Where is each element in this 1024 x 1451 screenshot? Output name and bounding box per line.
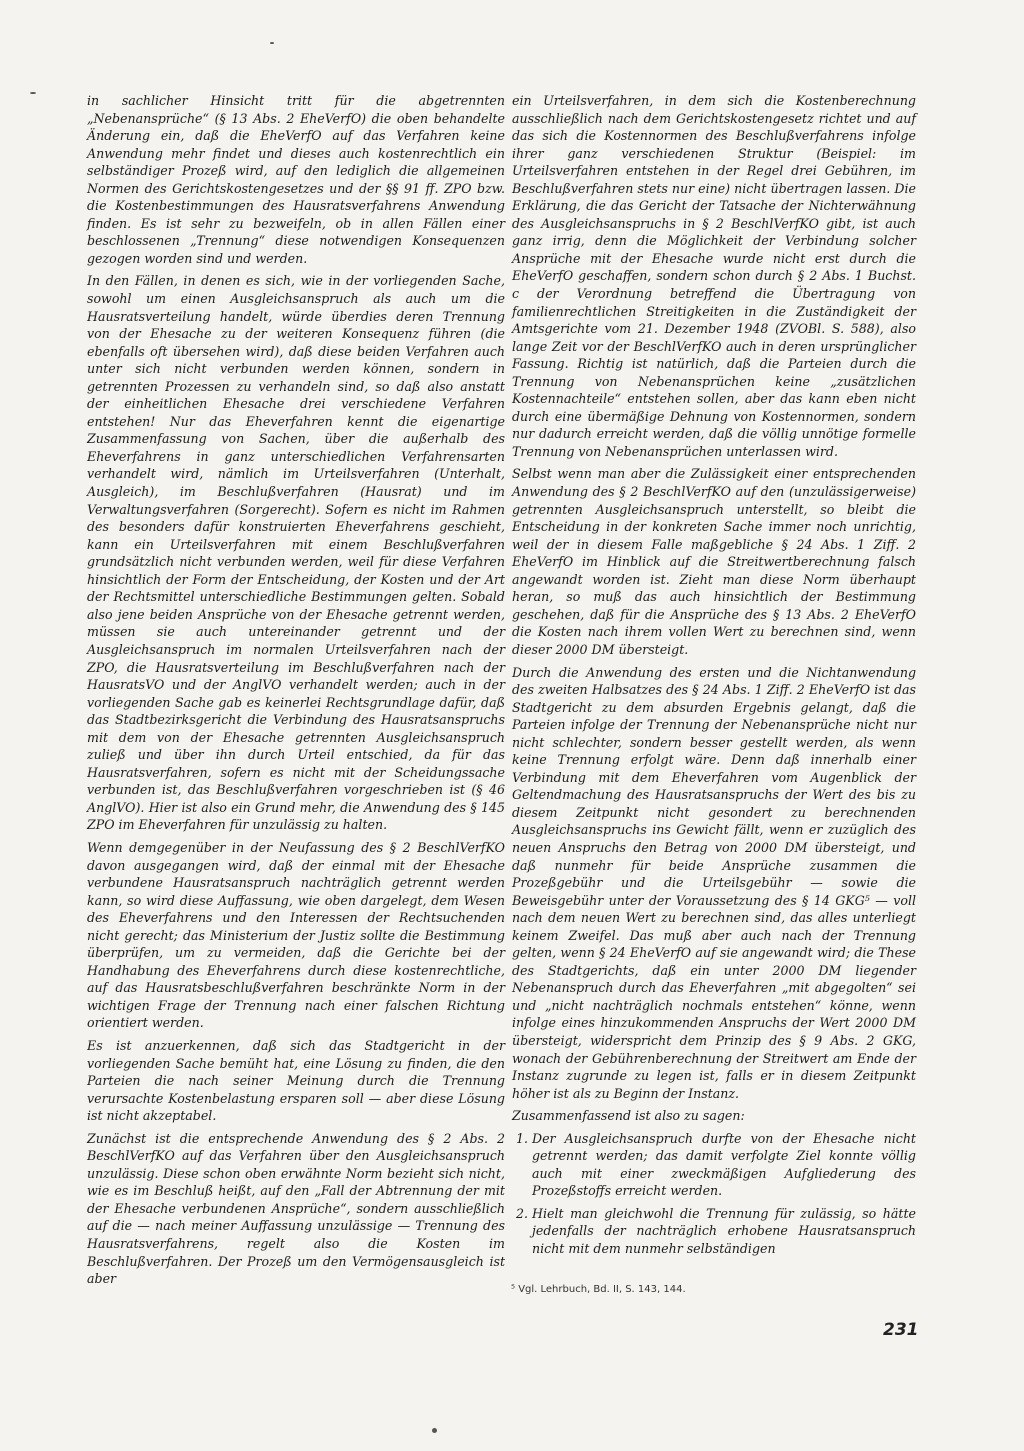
right-column <box>512 92 916 1263</box>
footnote: ⁵ Vgl. Lehrbuch, Bd. II, S. 143, 144. <box>511 1284 686 1295</box>
scan-speck <box>432 1428 437 1433</box>
left-column <box>87 92 505 1293</box>
paragraph: in sachlicher Hinsicht tritt für die abgetrennten „Nebenansprüche“ (§ 13 Abs. 2 EheVerfO) die oben behandelte Änderung ein, daß die EheVerfO auf das Verfahren keine Anwendung mehr findet und dieses auch kostenrechtlich ein selbständiger Prozeß wird, auf den lediglich die allgemeinen Normen des Gerichtskostengesetzes und der §§ 91 ff. ZPO bzw. die Kostenbestimmungen des Hausratsverfahrens Anwendung finden. Es ist sehr zu bezweifeln, ob in allen Fällen einer beschlossenen „Trennung“ diese notwendigen Konsequenzen gezogen worden sind und werden. <box>87 93 505 266</box>
page-number: 231 <box>883 1320 919 1340</box>
paragraph: Zunächst ist die entsprechende Anwendung des § 2 Abs. 2 BeschlVerfKO auf das Verfahren über den Ausgleichsanspruch unzulässig. Diese schon oben erwähnte Norm bezieht sich nicht, wie es im Beschluß heißt, auf den „Fall der Abtrennung der mit der Ehesache verbundenen Ansprüche“, sondern ausschließlich auf die — nach meiner Auffassung unzulässige — Trennung des Hausratsverfahrens, regelt also die Kosten im Beschlußverfahren. Der Prozeß um den Vermögensausgleich ist aber <box>87 1130 505 1287</box>
paragraph: Es ist anzuerkennen, daß sich das Stadtgericht in der vorliegenden Sache bemüht hat, eine Lösung zu finden, die den Parteien die nach seiner Meinung durch die Trennung verursachte Kostenbelastung ersparen soll — aber diese Lösung ist nicht akzeptabel. <box>87 1037 505 1124</box>
paragraph: Zusammenfassend ist also zu sagen: <box>512 1108 745 1124</box>
paragraph: Selbst wenn man aber die Zulässigkeit einer entsprechenden Anwendung des § 2 BeschlVerfKO auf den (unzulässigerweise) getrennten Ausgleichsanspruch unterstellt, so bleibt die Entscheidung in der konkreten Sache immer noch unrichtig, weil der in diesem Falle maßgebliche § 24 Abs. 1 Ziff. 2 EheVerfO im Hinblick auf die Streitwertberechnung falsch angewandt worden ist. Zieht man diese Norm überhaupt heran, so muß das auch hinsichtlich der Bestimmung geschehen, daß für die Ansprüche des § 13 Abs. 2 EheVerfO die Kosten nach ihrem vollen Wert zu berechnen sind, wenn dieser 2000 DM übersteigt. <box>512 466 916 657</box>
paragraph: ein Urteilsverfahren, in dem sich die Kostenberechnung ausschließlich nach dem Gerichtskostengesetz richtet und auf das sich die Kostennormen des Beschlußverfahrens infolge ihrer ganz verschiedenen Struktur (Beispiel: im Urteilsverfahren entstehen in der Regel drei Gebühren, im Beschlußverfahren stets nur eine) nicht übertragen lassen. Die Erklärung, die das Gericht der Tatsache der Nichterwähnung des Ausgleichsanspruchs in § 2 BeschlVerfKO gibt, ist auch ganz irrig, denn die Möglichkeit der Verbindung solcher Ansprüche mit der Ehesache wurde nicht erst durch die EheVerfO geschaffen, sondern schon durch § 2 Abs. 1 Buchst. c der Verordnung betreffend die Übertragung von familienrechtlichen Streitigkeiten in die Zuständigkeit der Amtsgerichte vom 21. Dezember 1948 (ZVOBl. S. 588), also lange Zeit vor der BeschlVerfKO auch in deren ursprünglicher Fassung. Richtig ist natürlich, daß die Parteien durch die Trennung von Nebenansprüchen keine „zusätzlichen Kostennachteile“ entstehen sollen, aber das kann eben nicht durch eine übermäßige Dehnung von Kostennormen, sondern nur dadurch erreicht werden, daß die völlig unnötige formelle Trennung von Nebenansprüchen unterlassen wird. <box>512 93 916 459</box>
paragraph: In den Fällen, in denen es sich, wie in der vorliegenden Sache, sowohl um einen Ausgleichsanspruch als auch um die Hausratsverteilung handelt, würde überdies deren Trennung von der Ehesache zu der weiteren Konsequenz führen (die ebenfalls oft übersehen wird), daß diese beiden Verfahren auch unter sich nicht verbunden werden können, sondern in getrennten Prozessen zu verhandeln sind, so daß also anstatt der einheitlichen Ehesache drei verschiedene Verfahren entstehen! Nur das Eheverfahren kennt die eigenartige Zusammenfassung von Sachen, über die außerhalb des Eheverfahrens in ganz unterschiedlichen Verfahrensarten verhandelt wird, nämlich im Urteilsverfahren (Unterhalt, Ausgleich), im Beschlußverfahren (Hausrat) und im Verwaltungsverfahren (Sorgerecht). Sofern es nicht im Rahmen des besonders dafür konstruierten Eheverfahrens geschieht, kann ein Urteilsverfahren mit einem Beschlußverfahren grundsätzlich nicht verbunden werden, weil für diese Verfahren hinsichtlich der Form der Entscheidung, der Kosten und der Art der Rechtsmittel unterschiedliche Bestimmungen gelten. Sobald also jene beiden Ansprüche von der Ehesache getrennt werden, müssen sie auch untereinander getrennt und der Ausgleichsanspruch im normalen Urteilsverfahren nach der ZPO, die Hausratsverteilung im Beschlußverfahren nach der HausratsVO und der AnglVO verhandelt werden; auch in der vorliegenden Sache gab es keinerlei Rechtsgrundlage dafür, daß das Stadtbezirksgericht die Verbindung des Hausratsanspruchs mit dem von der Ehesache getrennten Ausgleichsanspruch zuließ und über ihn durch Urteil entschied, da für das Hausratsverfahren, sofern es nicht mit der Scheidungssache verbunden ist, das Beschlußverfahren vorgeschrieben ist (§ 46 AnglVO). Hier ist also ein Grund mehr, die Anwendung des § 145 ZPO im Eheverfahren für unzulässig zu halten. <box>87 273 505 833</box>
scan-speck <box>270 42 274 44</box>
summary-list <box>512 1130 916 1258</box>
list-item: 2. Hielt man gleichwohl die Trennung für zulässig, so hätte jedenfalls der nachträglich erhobene Hausratsanspruch nicht mit dem nunmehr selbständigen <box>532 1205 916 1258</box>
paragraph: Wenn demgegenüber in der Neufassung des § 2 BeschlVerfKO davon ausgegangen wird, daß der einmal mit der Ehesache verbundene Hausratsanspruch nachträglich getrennt werden kann, so wird diese Auffassung, wie oben dargelegt, dem Wesen des Eheverfahrens und den Interessen der Rechtsuchenden nicht gerecht; das Ministerium der Justiz sollte die Bestimmung überprüfen, um zu vermeiden, daß die Gerichte bei der Handhabung des Eheverfahrens durch diese kostenrechtliche, auf das Hausratsbeschlußverfahren beschränkte Norm in der wichtigen Frage der Trennung nach einer falschen Richtung orientiert werden. <box>87 839 505 1031</box>
paragraph: Durch die Anwendung des ersten und die Nichtanwendung des zweiten Halbsatzes des § 24 Abs. 1 Ziff. 2 EheVerfO ist das Stadtgericht zu dem absurden Ergebnis gelangt, daß die Parteien infolge der Trennung der Nebenansprüche nicht nur nicht schlechter, sondern besser gestellt werden, als wenn keine Trennung erfolgt wäre. Denn daß innerhalb einer Verbindung mit dem Eheverfahren vom Augenblick der Geltendmachung des Hausratsanspruchs der Wert des bis zu diesem Zeitpunkt nicht gesondert zu berechnenden Ausgleichsanspruchs ins Gewicht fällt, wenn er zuzüglich des neuen Anspruchs den Betrag von 2000 DM übersteigt, und daß nunmehr für beide Ansprüche zusammen die Prozeßgebühr und die Urteilsgebühr — sowie die Beweisgebühr unter der Voraussetzung des § 14 GKG⁵ — voll nach dem neuen Wert zu berechnen sind, das alles unterliegt keinem Zweifel. Das muß aber auch nach der Trennung gelten, wenn § 24 EheVerfO auf sie angewandt wird; die These des Stadtgerichts, daß ein unter 2000 DM liegender Nebenanspruch durch das Eheverfahren „mit abgegolten“ sei und „nicht nachträglich nochmals entstehen“ könne, wenn infolge eines hinzukommenden Anspruchs der Wert 2000 DM übersteigt, widerspricht dem Prinzip des § 9 Abs. 2 GKG, wonach der Gebührenberechnung der Streitwert am Ende der Instanz zugrunde zu legen ist, falls er in diesem Zeitpunkt höher ist als zu Beginn der Instanz. <box>512 664 916 1101</box>
list-item: 1. Der Ausgleichsanspruch durfte von der Ehesache nicht getrennt werden; das damit verfolgte Ziel konnte völlig auch mit einer zweckmäßigen Aufgliederung des Prozeßstoffs erreicht werden. <box>532 1130 916 1200</box>
scan-speck <box>30 92 36 94</box>
